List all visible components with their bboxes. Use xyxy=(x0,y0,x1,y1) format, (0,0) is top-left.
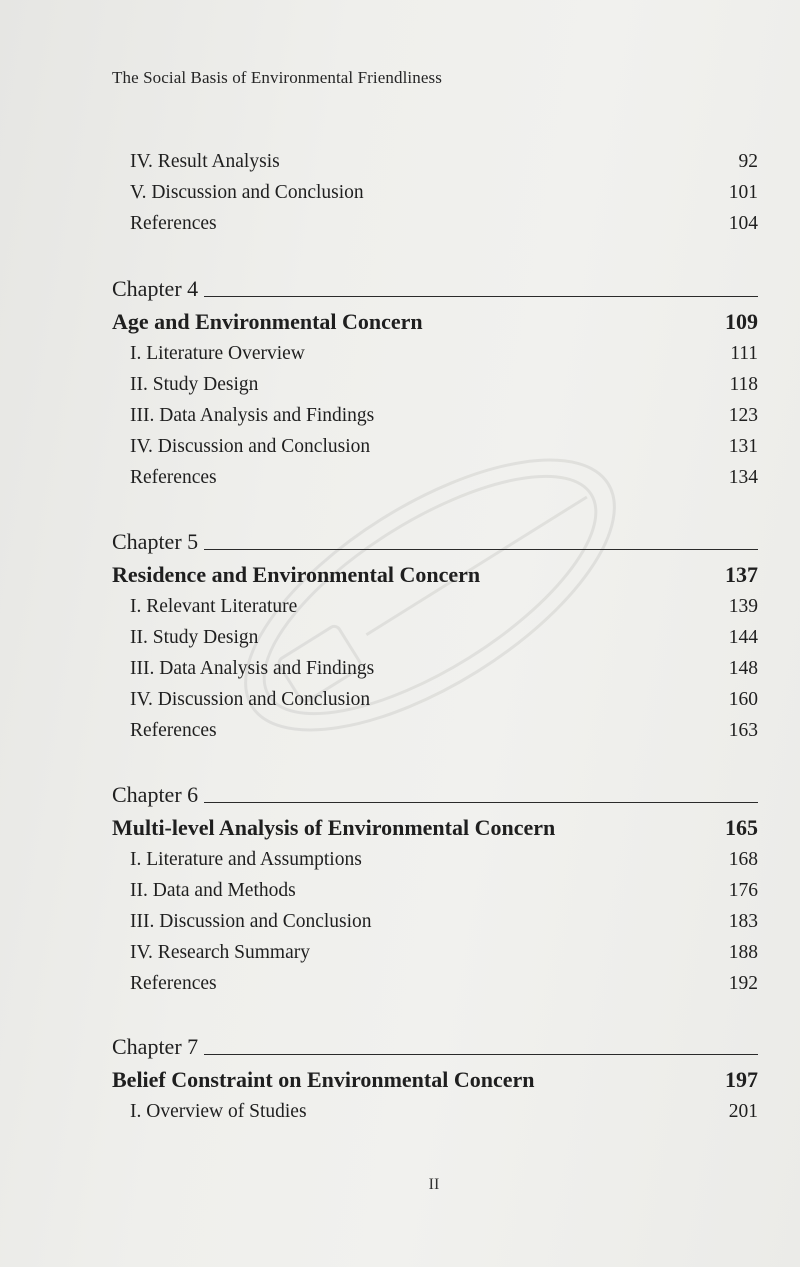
toc-entry-page: 92 xyxy=(738,151,758,172)
toc-entry-page: 111 xyxy=(730,343,758,364)
toc-entry xyxy=(112,906,758,937)
toc-entry-title: II. Data and Methods xyxy=(130,880,296,901)
chapter-rule xyxy=(204,296,758,297)
toc-entry-page: 118 xyxy=(729,374,758,395)
toc-entry-page: 139 xyxy=(728,596,758,617)
toc-entry xyxy=(112,622,758,653)
chapter-rule xyxy=(204,1054,758,1055)
toc-entry-title: I. Relevant Literature xyxy=(130,596,298,617)
toc-entry-title: IV. Result Analysis xyxy=(130,151,280,172)
chapter-title-line xyxy=(112,306,758,338)
chapter-heading xyxy=(112,525,758,559)
toc-entry xyxy=(112,177,758,208)
toc-entry xyxy=(112,369,758,400)
toc-entry xyxy=(112,844,758,875)
chapter-title: Multi-level Analysis of Environmental Concern xyxy=(112,815,556,840)
toc-entry-page: 168 xyxy=(728,849,758,870)
toc-entry xyxy=(112,968,758,999)
toc-entry-page: 176 xyxy=(728,880,758,901)
chapter-title: Residence and Environmental Concern xyxy=(112,562,481,587)
toc-entry-title: References xyxy=(130,973,217,994)
toc-entry xyxy=(112,338,758,369)
chapter-heading xyxy=(112,778,758,812)
toc-entry-title: II. Study Design xyxy=(130,374,259,395)
toc-entry-page: 104 xyxy=(728,213,758,234)
toc-entry-page: 201 xyxy=(728,1101,758,1122)
chapter-rule xyxy=(204,549,758,550)
toc-entry-title: I. Literature and Assumptions xyxy=(130,849,362,870)
toc-entry-title: IV. Discussion and Conclusion xyxy=(130,689,371,710)
toc-chapter-4 xyxy=(112,272,758,493)
toc-entry xyxy=(112,146,758,177)
toc-entry-title: I. Overview of Studies xyxy=(130,1101,307,1122)
toc-entry-page: 101 xyxy=(728,182,758,203)
toc-chapter-5 xyxy=(112,525,758,746)
toc-entry-page: 131 xyxy=(728,436,758,457)
toc-entry-title: V. Discussion and Conclusion xyxy=(130,182,364,203)
toc-entry xyxy=(112,431,758,462)
toc-entry-page: 160 xyxy=(728,689,758,710)
toc-entry-title: III. Data Analysis and Findings xyxy=(130,658,375,679)
chapter-title-line xyxy=(112,812,758,844)
chapter-label: Chapter 7 xyxy=(112,1034,199,1059)
toc-entry-page: 183 xyxy=(728,911,758,932)
chapter-heading xyxy=(112,272,758,306)
toc-entry-page: 134 xyxy=(728,467,758,488)
toc-entry xyxy=(112,208,758,239)
chapter-title-page: 197 xyxy=(725,1067,758,1092)
toc-entry-title: II. Study Design xyxy=(130,627,259,648)
toc-entry-title: I. Literature Overview xyxy=(130,343,305,364)
toc-entry-page: 144 xyxy=(728,627,758,648)
toc-entry xyxy=(112,684,758,715)
toc-entry-page: 148 xyxy=(728,658,758,679)
chapter-title-line xyxy=(112,559,758,591)
toc-entry xyxy=(112,1096,758,1127)
toc-entry-page: 163 xyxy=(728,720,758,741)
page-number: II xyxy=(428,1176,440,1193)
toc-entry-title: References xyxy=(130,720,217,741)
chapter-title-page: 109 xyxy=(725,309,758,334)
toc-entry-page: 123 xyxy=(728,405,758,426)
toc-entry-page: 192 xyxy=(728,973,758,994)
toc-continued-entries xyxy=(112,146,758,239)
toc-entry-title: III. Data Analysis and Findings xyxy=(130,405,375,426)
toc-entry xyxy=(112,400,758,431)
toc-entry xyxy=(112,462,758,493)
toc-entry-page: 188 xyxy=(728,942,758,963)
toc-chapter-6 xyxy=(112,778,758,999)
chapter-title: Age and Environmental Concern xyxy=(112,309,423,334)
toc-entry xyxy=(112,591,758,622)
chapter-title-page: 165 xyxy=(725,815,758,840)
toc-entry xyxy=(112,937,758,968)
chapter-label: Chapter 6 xyxy=(112,782,199,807)
chapter-label: Chapter 5 xyxy=(112,529,199,554)
toc-entry xyxy=(112,653,758,684)
chapter-title-line xyxy=(112,1064,758,1096)
toc-entry-title: IV. Discussion and Conclusion xyxy=(130,436,371,457)
toc-entry xyxy=(112,715,758,746)
toc-entry-title: III. Discussion and Conclusion xyxy=(130,911,372,932)
toc-chapter-7 xyxy=(112,1030,758,1127)
running-head: The Social Basis of Environmental Friendliness xyxy=(112,68,442,87)
toc-entry xyxy=(112,875,758,906)
chapter-title: Belief Constraint on Environmental Concern xyxy=(112,1067,535,1092)
chapter-title-page: 137 xyxy=(725,562,758,587)
toc-entry-title: IV. Research Summary xyxy=(130,942,310,963)
toc-entry-title: References xyxy=(130,467,217,488)
toc-entry-title: References xyxy=(130,213,217,234)
chapter-heading xyxy=(112,1030,758,1064)
chapter-label: Chapter 4 xyxy=(112,276,199,301)
chapter-rule xyxy=(204,802,758,803)
